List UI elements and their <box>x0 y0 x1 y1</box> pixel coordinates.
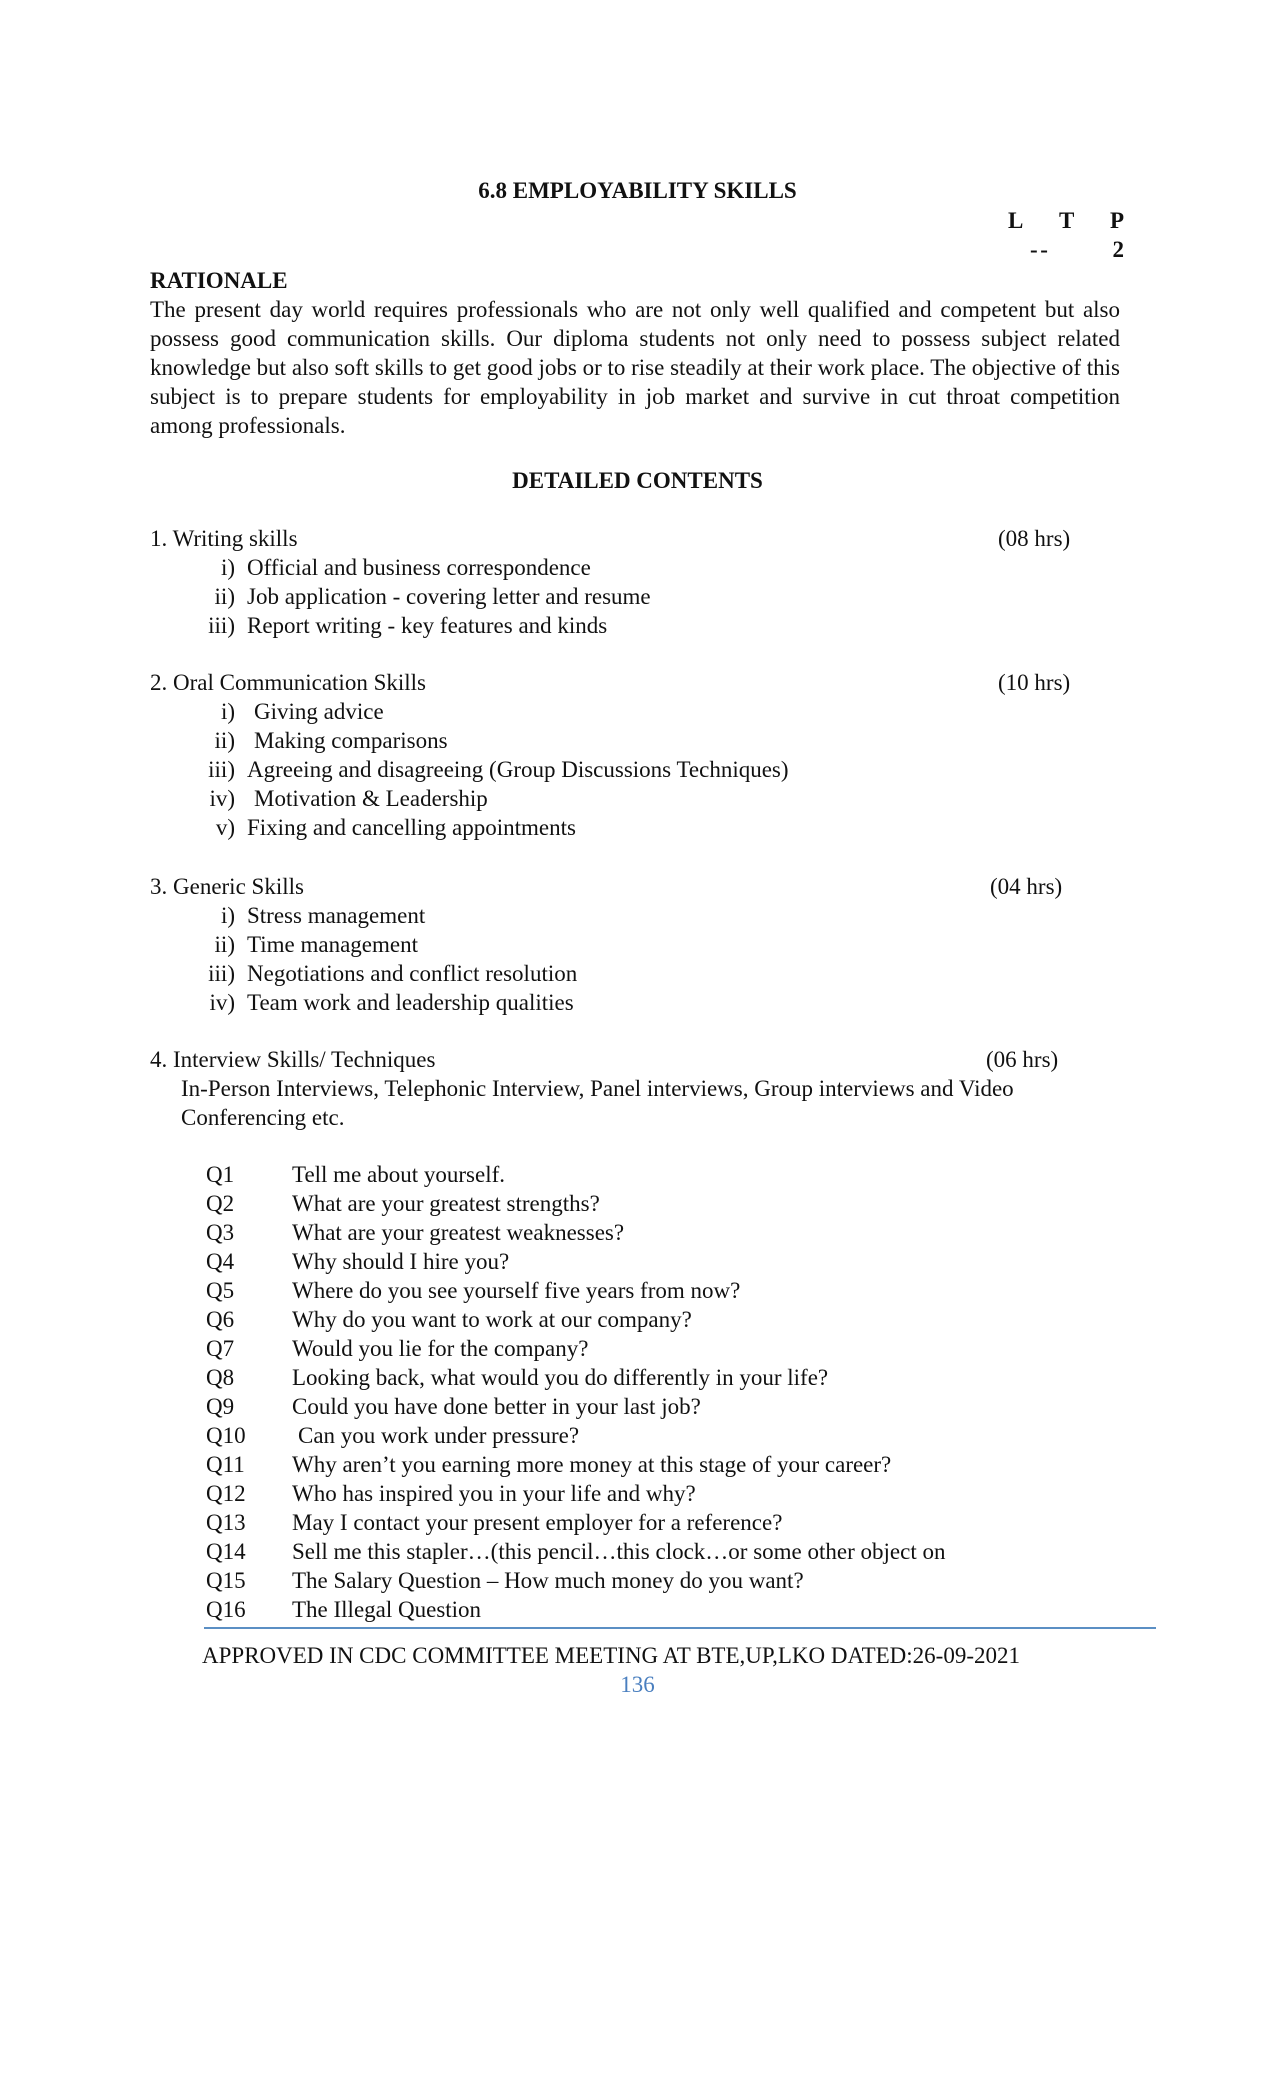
list-item <box>150 784 1090 813</box>
section-title: 2. Oral Communication Skills <box>150 670 426 695</box>
question-number: Q8 <box>206 1365 235 1390</box>
page-number: 136 <box>620 1672 655 1697</box>
question-text: What are your greatest strengths? <box>292 1191 600 1216</box>
ltp-value-l: - <box>1030 237 1038 262</box>
ltp-header-t: T <box>1058 208 1075 233</box>
question-text: Tell me about yourself. <box>292 1162 505 1187</box>
list-item <box>150 901 1090 930</box>
question-text: What are your greatest weaknesses? <box>292 1220 625 1245</box>
question-number: Q13 <box>206 1510 246 1535</box>
item-number: ii) <box>214 932 235 957</box>
question-row <box>206 1189 1106 1218</box>
question-number: Q7 <box>206 1336 235 1361</box>
question-text: Why aren’t you earning more money at this stage of your career? <box>292 1452 892 1477</box>
section-title: 1. Writing skills <box>150 526 298 551</box>
rationale-paragraph: The present day world requires professionals who are not only well qualified and competent but also possess good communication skills. Our diploma students not only need to possess subject related knowledge but also soft skills to get good jobs or to rise steadily at their work place. The objective of this subject is to prepare students for employability in job market and survive in cut throat competition among professionals. <box>150 297 1120 438</box>
question-row <box>206 1363 1106 1392</box>
list-item <box>150 582 1090 611</box>
detailed-contents-heading: DETAILED CONTENTS <box>512 468 763 493</box>
item-number: iii) <box>208 757 235 782</box>
question-row <box>206 1479 1106 1508</box>
question-number: Q10 <box>206 1423 246 1448</box>
list-item <box>150 726 1090 755</box>
list-item <box>150 697 1090 726</box>
rationale-heading: RATIONALE <box>150 268 288 293</box>
question-row <box>206 1421 1106 1450</box>
section-header <box>150 668 1090 697</box>
section-items <box>150 697 1090 842</box>
item-number: ii) <box>214 728 235 753</box>
section-hours: (08 hrs) <box>998 526 1071 551</box>
question-text: Can you work under pressure? <box>298 1423 580 1448</box>
footer-divider <box>204 1627 1156 1629</box>
item-number: i) <box>220 699 235 724</box>
item-number: v) <box>215 815 235 840</box>
question-text: Who has inspired you in your life and why? <box>292 1481 696 1506</box>
section-header <box>150 524 1090 553</box>
question-number: Q4 <box>206 1249 235 1274</box>
item-number: iv) <box>209 786 235 811</box>
list-item <box>150 930 1090 959</box>
question-number: Q14 <box>206 1539 246 1564</box>
item-number: iii) <box>208 613 235 638</box>
list-item <box>150 959 1090 988</box>
question-number: Q1 <box>206 1162 235 1187</box>
question-row <box>206 1508 1106 1537</box>
question-number: Q15 <box>206 1568 246 1593</box>
question-row <box>206 1218 1106 1247</box>
ltp-header <box>1008 206 1124 235</box>
section-header <box>150 1045 1090 1074</box>
section-generic-skills <box>150 872 1090 1017</box>
section-hours: (10 hrs) <box>998 670 1071 695</box>
section-writing-skills <box>150 524 1090 640</box>
section-header <box>150 872 1090 901</box>
question-row <box>206 1450 1106 1479</box>
item-text: Agreeing and disagreeing (Group Discussions Techniques) <box>247 757 789 782</box>
ltp-values <box>1030 235 1124 264</box>
ltp-header-p: P <box>1109 208 1124 233</box>
item-text: Job application - covering letter and resume <box>247 584 651 609</box>
section-intro-text: In-Person Interviews, Telephonic Interview, Panel interviews, Group interviews and Video Conferencing etc. <box>181 1076 1014 1130</box>
question-number: Q3 <box>206 1220 235 1245</box>
item-text: Making comparisons <box>254 728 448 753</box>
ltp-value-t: - <box>1040 237 1048 262</box>
question-text: May I contact your present employer for a reference? <box>292 1510 783 1535</box>
page-title: 6.8 EMPLOYABILITY SKILLS <box>478 178 797 203</box>
question-row <box>206 1537 1106 1566</box>
list-item <box>150 988 1090 1017</box>
item-number: iv) <box>209 990 235 1015</box>
question-row <box>206 1334 1106 1363</box>
question-text: Why should I hire you? <box>292 1249 510 1274</box>
item-text: Official and business correspondence <box>247 555 591 580</box>
question-text: The Illegal Question <box>292 1597 482 1622</box>
question-row <box>206 1160 1106 1189</box>
item-number: ii) <box>214 584 235 609</box>
section-interview-skills <box>150 1045 1090 1132</box>
question-number: Q12 <box>206 1481 246 1506</box>
footer-approval-text: APPROVED IN CDC COMMITTEE MEETING AT BTE,UP,LKO DATED:26-09-2021 <box>202 1643 1020 1668</box>
item-text: Time management <box>247 932 418 957</box>
section-title: 4. Interview Skills/ Techniques <box>150 1047 436 1072</box>
question-number: Q6 <box>206 1307 235 1332</box>
question-text: Sell me this stapler…(this pencil…this clock…or some other object on <box>292 1539 946 1564</box>
list-item <box>150 611 1090 640</box>
question-text: Why do you want to work at our company? <box>292 1307 692 1332</box>
question-text: Would you lie for the company? <box>292 1336 589 1361</box>
question-row <box>206 1305 1106 1334</box>
section-items <box>150 901 1090 1017</box>
item-text: Fixing and cancelling appointments <box>247 815 576 840</box>
section-title: 3. Generic Skills <box>150 874 304 899</box>
section-oral-communication <box>150 668 1090 842</box>
list-item <box>150 813 1090 842</box>
question-row <box>206 1276 1106 1305</box>
question-text: Where do you see yourself five years from now? <box>292 1278 741 1303</box>
item-number: iii) <box>208 961 235 986</box>
item-text: Negotiations and conflict resolution <box>247 961 578 986</box>
item-number: i) <box>220 903 235 928</box>
item-text: Stress management <box>247 903 426 928</box>
section-hours: (06 hrs) <box>986 1047 1059 1072</box>
item-text: Team work and leadership qualities <box>247 990 574 1015</box>
question-row <box>206 1247 1106 1276</box>
question-number: Q2 <box>206 1191 235 1216</box>
question-row <box>206 1566 1106 1595</box>
question-text: Looking back, what would you do differently in your life? <box>292 1365 829 1390</box>
item-text: Report writing - key features and kinds <box>247 613 608 638</box>
question-text: The Salary Question – How much money do you want? <box>292 1568 804 1593</box>
item-text: Giving advice <box>254 699 384 724</box>
item-number: i) <box>220 555 235 580</box>
ltp-value-p: 2 <box>1112 237 1124 262</box>
ltp-header-l: L <box>1008 208 1024 233</box>
question-number: Q9 <box>206 1394 235 1419</box>
question-text: Could you have done better in your last job? <box>292 1394 701 1419</box>
interview-questions-list <box>206 1160 1106 1624</box>
list-item <box>150 755 1090 784</box>
item-text: Motivation & Leadership <box>254 786 488 811</box>
section-hours: (04 hrs) <box>990 874 1063 899</box>
question-number: Q5 <box>206 1278 235 1303</box>
section-items <box>150 553 1090 640</box>
question-row <box>206 1392 1106 1421</box>
question-number: Q11 <box>206 1452 245 1477</box>
question-number: Q16 <box>206 1597 246 1622</box>
list-item <box>150 553 1090 582</box>
question-row <box>206 1595 1106 1624</box>
